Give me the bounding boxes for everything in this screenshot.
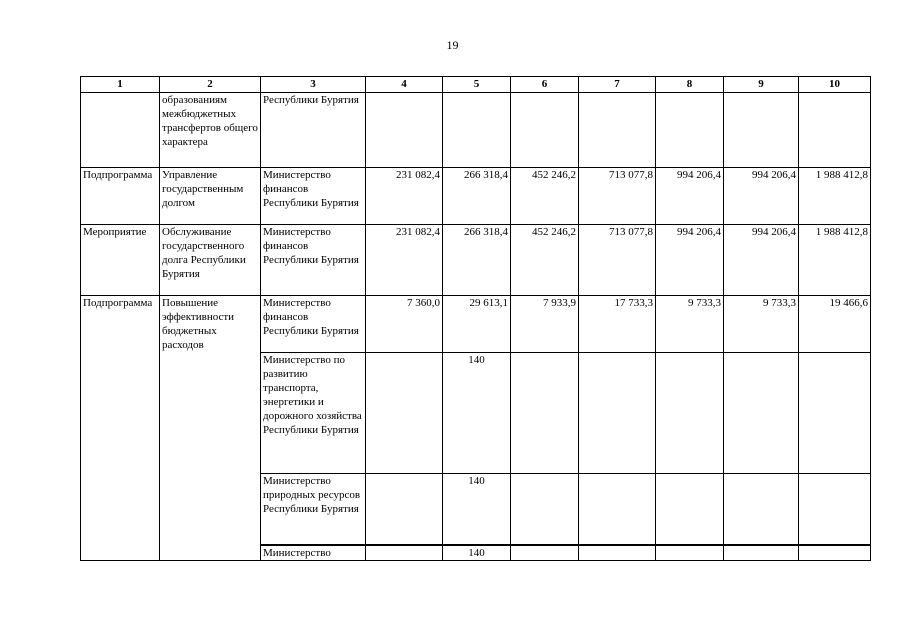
value-cell: 713 077,8 — [579, 225, 656, 296]
col-header-5: 5 — [443, 77, 511, 93]
value-cell: 994 206,4 — [724, 225, 799, 296]
value-cell — [799, 353, 871, 474]
value-cell — [724, 545, 799, 561]
value-cell: 452 246,2 — [511, 225, 579, 296]
value-cell: 9 733,3 — [656, 296, 724, 353]
col-header-10: 10 — [799, 77, 871, 93]
value-cell — [724, 353, 799, 474]
table-row — [81, 225, 871, 296]
value-cell: 266 318,4 — [443, 168, 511, 225]
value-cell: 17 733,3 — [579, 296, 656, 353]
col-header-3: 3 — [261, 77, 366, 93]
executor-cell: Республики Бурятия — [261, 93, 366, 168]
value-cell — [656, 474, 724, 546]
value-cell — [579, 353, 656, 474]
table-row — [81, 296, 871, 353]
executor-cell: Министерство природных ресурсов Республики Бурятия — [261, 474, 366, 546]
col-header-8: 8 — [656, 77, 724, 93]
value-cell: 452 246,2 — [511, 168, 579, 225]
program-name-cell: Повышение эффективности бюджетных расходов — [160, 296, 261, 561]
page-number: 19 — [446, 38, 459, 52]
value-cell — [724, 93, 799, 168]
value-cell: 1 988 412,8 — [799, 168, 871, 225]
status-cell: Мероприятие — [81, 225, 160, 296]
value-cell — [579, 474, 656, 546]
value-cell — [511, 353, 579, 474]
program-name-cell: Обслуживание государственного долга Республики Бурятия — [160, 225, 261, 296]
executor-cell: Министерство финансов Республики Бурятия — [261, 168, 366, 225]
executor-cell: Министерство по развитию транспорта, энергетики и дорожного хозяйства Республики Бурятия — [261, 353, 366, 474]
program-name-cell: Управление государственным долгом — [160, 168, 261, 225]
value-cell: 7 360,0 — [366, 296, 443, 353]
col-header-1: 1 — [81, 77, 160, 93]
value-cell: 140 — [443, 545, 511, 561]
value-cell: 994 206,4 — [656, 225, 724, 296]
value-cell — [579, 545, 656, 561]
status-cell: Подпрограмма — [81, 296, 160, 561]
value-cell: 19 466,6 — [799, 296, 871, 353]
value-cell: 140 — [443, 353, 511, 474]
value-cell — [799, 545, 871, 561]
value-cell — [443, 93, 511, 168]
table-row — [81, 168, 871, 225]
value-cell: 1 988 412,8 — [799, 225, 871, 296]
col-header-9: 9 — [724, 77, 799, 93]
value-cell: 7 933,9 — [511, 296, 579, 353]
value-cell: 140 — [443, 474, 511, 546]
value-cell — [511, 93, 579, 168]
value-cell: 266 318,4 — [443, 225, 511, 296]
budget-table — [80, 76, 871, 561]
col-header-6: 6 — [511, 77, 579, 93]
col-header-4: 4 — [366, 77, 443, 93]
value-cell — [724, 474, 799, 546]
value-cell: 9 733,3 — [724, 296, 799, 353]
status-cell — [81, 93, 160, 168]
value-cell — [579, 93, 656, 168]
value-cell — [511, 474, 579, 546]
value-cell: 994 206,4 — [724, 168, 799, 225]
value-cell — [656, 353, 724, 474]
value-cell — [799, 474, 871, 546]
col-header-2: 2 — [160, 77, 261, 93]
col-header-7: 7 — [579, 77, 656, 93]
value-cell — [366, 545, 443, 561]
value-cell — [656, 93, 724, 168]
executor-cell: Министерство финансов Республики Бурятия — [261, 225, 366, 296]
value-cell: 994 206,4 — [656, 168, 724, 225]
status-cell: Подпрограмма — [81, 168, 160, 225]
program-name-cell: образованиям межбюджетных трансфертов общего характера — [160, 93, 261, 168]
value-cell — [511, 545, 579, 561]
header-row — [81, 77, 871, 93]
value-cell: 713 077,8 — [579, 168, 656, 225]
value-cell — [799, 93, 871, 168]
value-cell: 29 613,1 — [443, 296, 511, 353]
value-cell: 231 082,4 — [366, 225, 443, 296]
executor-cell: Министерство финансов Республики Бурятия — [261, 296, 366, 353]
value-cell — [656, 545, 724, 561]
value-cell: 231 082,4 — [366, 168, 443, 225]
value-cell — [366, 353, 443, 474]
executor-cell: Министерство — [261, 545, 366, 561]
value-cell — [366, 93, 443, 168]
value-cell — [366, 474, 443, 546]
table-row — [81, 93, 871, 168]
